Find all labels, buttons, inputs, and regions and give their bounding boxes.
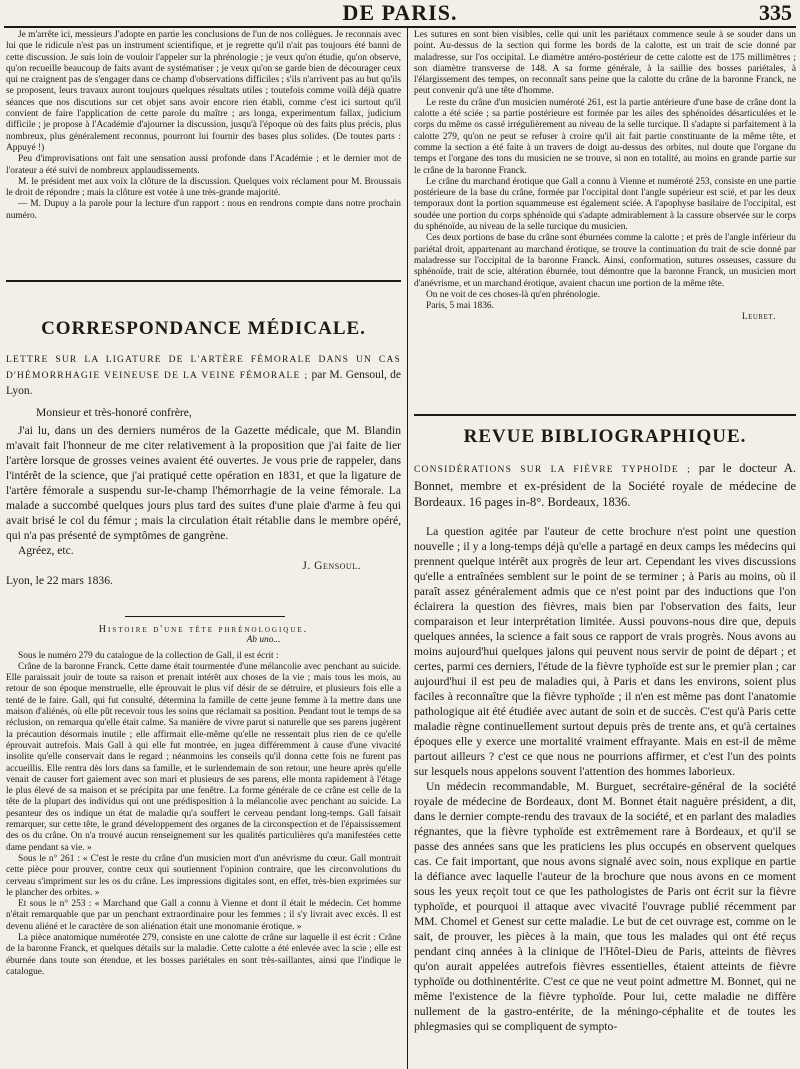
letter-signature: J. Gensoul. <box>302 559 361 572</box>
revue-title: REVUE BIBLIOGRAPHIQUE. <box>463 426 747 447</box>
paragraph: Crâne de la baronne Franck. Cette dame était tourmentée d'une mélancolie avec penchant au suicide. Elle paraissait jouir de toute sa raison et prenait intérêt aux choses de la vie ; mais tous les mois, au retour de son époque menstruelle, elle éprouvait le plus vif désir de se détruire, et plusieurs fois elle a tenté de le faire. Gall, qui fut consulté, détermina la famille de cette jeune femme à la mettre dans une maison d'aliénés, où elle pût recevoir tous les soins que réclamait sa position. Pendant tout le temps de sa réclusion, on remarqua qu'elle était calme. Sa manière de vivre parut si naturelle que ses parens jugèrent la précaution désormais inutile ; elle affirmait elle-même qu'elle ne ressentait plus rien de ce qu'elle éprouvait autrefois. Mais Gall à qui elle fut montrée, en jugea différemment à cause d'une vivacité insolite qu'elle conservait dans le regard ; néanmoins les conseils qu'il donna cette fois ne furent pas accueillis. Elle rentra dès lors dans sa famille, et le surlendemain de son retour, une heure après qu'elle venait de causer fort gaiement avec son mari et plusieurs de ses parens, elle monta rapidement à l'étage le plus élevé de sa maison et se précipita par une fenêtre. La forme générale de ce crâne est celle de la tête de la plupart des individus qui ont une prédisposition à la mélancolie avec penchant au suicide. La pesanteur des os indique un état de maladie qu'a souffert le cerveau pendant long-temps. Gall faisait remarquer, sur cette tête, le grand développement des organes de la circonspection et de l'épaississement des os du crâne. On n'a trouvé aucun renseignement sur les qualités particulières qu'a manifestées cette dame pendant sa vie. » <box>6 661 401 853</box>
histoire-signature: Leuret. <box>741 312 776 323</box>
letter-dateline: Lyon, le 22 mars 1836. <box>6 574 113 587</box>
column-divider <box>407 28 408 1069</box>
section-rule <box>414 414 796 416</box>
histoire-dateline: Paris, 5 mai 1836. <box>426 301 494 312</box>
review-subtitle-caps: CONSIDÉRATIONS SUR LA FIÈVRE TYPHOÏDE ; <box>414 465 691 475</box>
letter-body: J'ai lu, dans un des derniers numéros de la Gazette médicale, que M. Blandin m'avait fait l'honneur de me citer relativement à la proposition que j'ai faite de lier l'artère lorsque de grosses veines avaient été ouvertes. Je vous prie de rappeler, dans l'intérêt de la science, que j'ai pratiqué cette opération en 1831, et que la ligature de l'artère fémorale a suspendu sur-le-champ l'hémorrhagie de la veine fémorale. La malade a succombé quelques jours plus tard des suites d'une plaie d'arme à feu qui avait brisé le col du fémur ; mais la circulation était rétablie dans le membre opéré, qui n'a pas présenté de symptômes de gangrène. <box>6 424 401 542</box>
paragraph: M. le président met aux voix la clôture de la discussion. Quelques voix réclament pour M. Broussais le droit de répondre ; mais la clôture est votée à une très-grande majorité. <box>6 176 401 199</box>
paragraph: On ne voit de ces choses-là qu'en phrénologie. <box>426 289 601 300</box>
histoire-continued <box>414 30 796 402</box>
paragraph: Peu d'improvisations ont fait une sensation aussi profonde dans l'Académie ; et le dernier mot de l'orateur a été suivi de nombreux applaudissements. <box>6 154 401 176</box>
letter-author: par M. Gensoul, de Lyon. <box>6 369 401 397</box>
salutation: Monsieur et très-honoré confrère, <box>36 406 192 419</box>
paragraph: Ces deux portions de base du crâne sont éburnées comme la calotte ; et près de l'angle inférieur du pariétal droit, appartenant au marchand érotique, se trouve la continuation du trait de scie donné par maladresse sur l'occipital de la baronne Franck. Ainsi, conformation, sutures osseuses, cassure du sphénoïde, trait de scie, altération éburnée, tout démontre que la baronne Franck, un musicien mort d'anévrisme, et un marchand érotique, avaient chacun une portion de la même tête. <box>414 233 796 289</box>
paragraph: Je m'arrête ici, messieurs J'adopte en partie les conclusions de l'un de nos collègues. Je reconnais avec lui que le ridicule n'est pas un instrument scientifique, et je regrette qu'il n'ait pas toujours été banni de cette discussion. Je suis loin de vouloir l'appeler sur la phrénologie ; je veux qu'on étudie, qu'on observe, qu'on recueille beaucoup de faits avant de systématiser ; je veux qu'on se garde bien de décourager ceux qui ne craignent pas de s'engager dans ce champ d'observations difficiles ; s'ils n'arrivent pas au but qu'ils se proposent, leurs travaux auront toujours quelques résultats utiles ; toutefois comme voilà déjà quatre séances que nos discutions sur cet objet sans avoir encore rien établi, comme c'est ici surtout qu'il convient de faire l'application de cette parole du maître ; ars longa, experimentum fallax, judicium difficile ; je propose à l'Académie d'ajourner la discussion, jusqu'à l'époque où des faits plus précis, plus nombreux, plus généralement reconnus, pourront lui fournir des bases plus solides. (De toutes parts : Appuyé !) <box>6 30 401 153</box>
epigraph: Ab uno... <box>246 635 281 646</box>
letter-subtitle <box>6 352 401 399</box>
header-rule <box>4 26 796 28</box>
correspondance-title: CORRESPONDANCE MÉDICALE. <box>41 318 366 339</box>
paragraph: Sous le n° 261 : « C'est le reste du crâne d'un musicien mort d'un anévrisme du cœur. Gall montrait cette pièce pour prouver, contre ceux qui soutiennent l'opinion contraire, que les circonvolutions du cerveau s'impriment sur les os du crâne. Les impressions digitales sont, en effet, très-bien exprimées sur le plancher des orbites. » <box>6 853 401 898</box>
review-subtitle <box>414 460 796 510</box>
histoire-section <box>6 624 401 1069</box>
paragraph: Le reste du crâne d'un musicien numéroté 261, est la partie antérieure d'une base de crâne dont la calotte a été sciée ; sa partie postérieure est formée par les ailes des sphénoïdes désarticulées et le corps du même os cassé irrégulièrement au niveau de la selle turcique. Il s'adapte si parfaitement à la calotte 279, qu'on ne peut se refuser à croire qu'il ait fait partie constituante de la même tête, et comme la section a été faite à un travers de doigt au-dessus des orbites, nul doute que l'organe du temps et l'organe des tons du musicien ne se trouve, si non en totalité, au moins en grande partie sur le crâne de la baronne Franck. <box>414 97 796 176</box>
paragraph: Les sutures en sont bien visibles, celle qui unit les pariétaux commence seule à se souder dans un point. Au-dessus de la section qui forme les bords de la calotte, est un trait de scie donné par maladresse, sur l'os occipital. Le diamètre antéro-postérieur de cette calotte est de 175 millimètres ; son diamètre transverse de 148. A sa forme générale, à la saillie des bosses pariétales, à l'élargissement des tempes, on reconnaît sans peine que la calotte du crâne de la baronne Franck, ne peut convenir qu'à une tête d'homme. <box>414 30 796 97</box>
histoire-title: Histoire d'une tête phrénologique. <box>98 624 309 635</box>
paragraph: Sous le numéro 279 du catalogue de la collection de Gall, il est écrit : <box>18 650 279 661</box>
correspondance-section <box>6 318 401 614</box>
review-subtitle-rest: par le docteur A. Bonnet, membre et ex-président de la Société royale de médecine de Bordeaux. 16 pages in-8°. Bordeaux, 1836. <box>414 461 796 509</box>
paragraph: La question agitée par l'auteur de cette brochure n'est point une question nouvelle ; il y a long-temps déjà qu'elle a partagé en deux camps les médecins qui prennent quelque intérêt aux progrès de leur art. Cependant les vives discussions qu'elle a entraînées semblent sur le point de se terminer ; à Paris au moins, où il paraît assez généralement admis que ce n'est point par des inductions que l'on éclairera la question des fièvres, mais bien par l'observation des faits, leur comparaison et leur interprétation limitée. Aussi pouvons-nous dire que, depuis quelques années, la science a fait sous ce rapport de vrais progrès. Nous avons au moins aujourd'hui quelques jalons qui peuvent nous servir de point de départ ; et certes, parmi ces derniers, l'étude de la fièvre typhoïde est sur le premier plan ; car aujourd'hui il est peu de maladies qui, à Paris et dans les environs, soient plus faciles à reconnaître que la fièvre typhoïde ; il n'en est même pas dont l'anatomie pathologique ait été étudiée avec autant de soin et de succès. C'est qu'à Paris cette maladie règne continuellement surtout depuis près de trente ans, et qu'à certaines époques elle y exerce une mortalité vraiment effrayante. Mais en est-il de même partout ailleurs ? c'est ce que nous ne pourrions affirmer, et c'est l'un des points sur lesquels nous appelons souvent l'attention des hommes laborieux. <box>414 525 796 778</box>
academy-report-text <box>6 30 401 276</box>
section-rule <box>6 280 401 282</box>
letter-closing: Agréez, etc. <box>18 544 74 557</box>
revue-section <box>414 426 796 1069</box>
page-number: 335 <box>759 0 792 25</box>
paragraph: Un médecin recommandable, M. Burguet, secrétaire-général de la société royale de médecine de Bordeaux, dont M. Bonnet était naguère président, a dit, dans le dernier compte-rendu des travaux de la société, et en parlant des maladies régnantes, que la fièvre typhoïde est extrêmement rare à Bordeaux, et qu'il se passe des années sans que les praticiens les plus occupés en observent quelques cas. Ce fait important, que nous avons signalé avec soin, nous explique en partie la défiance avec laquelle l'auteur de la brochure que nous avons en ce moment sous les yeux reçoit tout ce que les pathologistes de Paris ont écrit sur la fièvre typhoïde, et pourquoi il attaque avec vivacité l'ouvrage publié récemment par MM. Chomel et Genest sur cette maladie. Le but de cet ouvrage est, comme on le sait, de prouver, les pièces à la main, que tous les malades qui ont été reçus pendant cinq années à la clinique de l'Hôtel-Dieu de Paris, atteints de fièvres qu'on aurait appelées autrefois fièvres essentielles, étaient atteints de fièvre typhoïde ou dothinentérite. C'est ce que ne veut point admettre M. Bonnet, qui ne même l'existence de la fièvre typhoïde. Pour lui, cette maladie ne diffère nullement de la gastro-entérite, de la méningo-céphalite et de toutes les phlegmasies qui se compliquent de sympto- <box>414 780 796 1033</box>
ornament-rule <box>125 616 285 617</box>
letter-subtitle-caps: LETTRE SUR LA LIGATURE DE L'ARTÈRE FÉMORALE DANS UN CAS D'HÉMORRHAGIE VEINEUSE DE LA VEINE FÉMORALE ; <box>6 355 401 381</box>
paragraph: La pièce anatomique numérotée 279, consiste en une calotte de crâne sur laquelle il est écrit : Crâne de la baronne Franck, et quelques détails sur la maladie. Cette calotte a été enlevée avec la scie ; elle est éburnée dans toute son étendue, et les bosses pariétales en sont très-saillantes, ainsi que l'indique le catalogue. <box>6 933 401 977</box>
paragraph: Le crâne du marchand érotique que Gall a connu à Vienne et numéroté 253, consiste en une partie postérieure de la base du crâne, formée par l'occipital dont l'angle supérieur est scié, et par les deux temporaux dont la portion squammeuse est également sciée. A l'apophyse basilaire de l'occipital, est soudée une portion du corps sphénoïde qui s'adapte admirablement à la cassure observée sur le corps du sphénoïde, au niveau de la selle turcique du musicien. <box>414 176 796 233</box>
paragraph: Et sous le n° 253 : « Marchand que Gall a connu à Vienne et dont il était le médecin. Cet homme n'était remarquable que par un penchant extraordinaire pour les femmes ; il s'y livrait avec excès. Il est devenu aliéné et le caractère de son aliénation était une monomanie érotique. » <box>6 899 401 932</box>
page-header <box>0 0 800 26</box>
paragraph: — M. Dupuy a la parole pour la lecture d'un rapport : nous en rendrons compte dans notre prochain numéro. <box>6 199 401 221</box>
running-title: DE PARIS. <box>342 0 458 25</box>
